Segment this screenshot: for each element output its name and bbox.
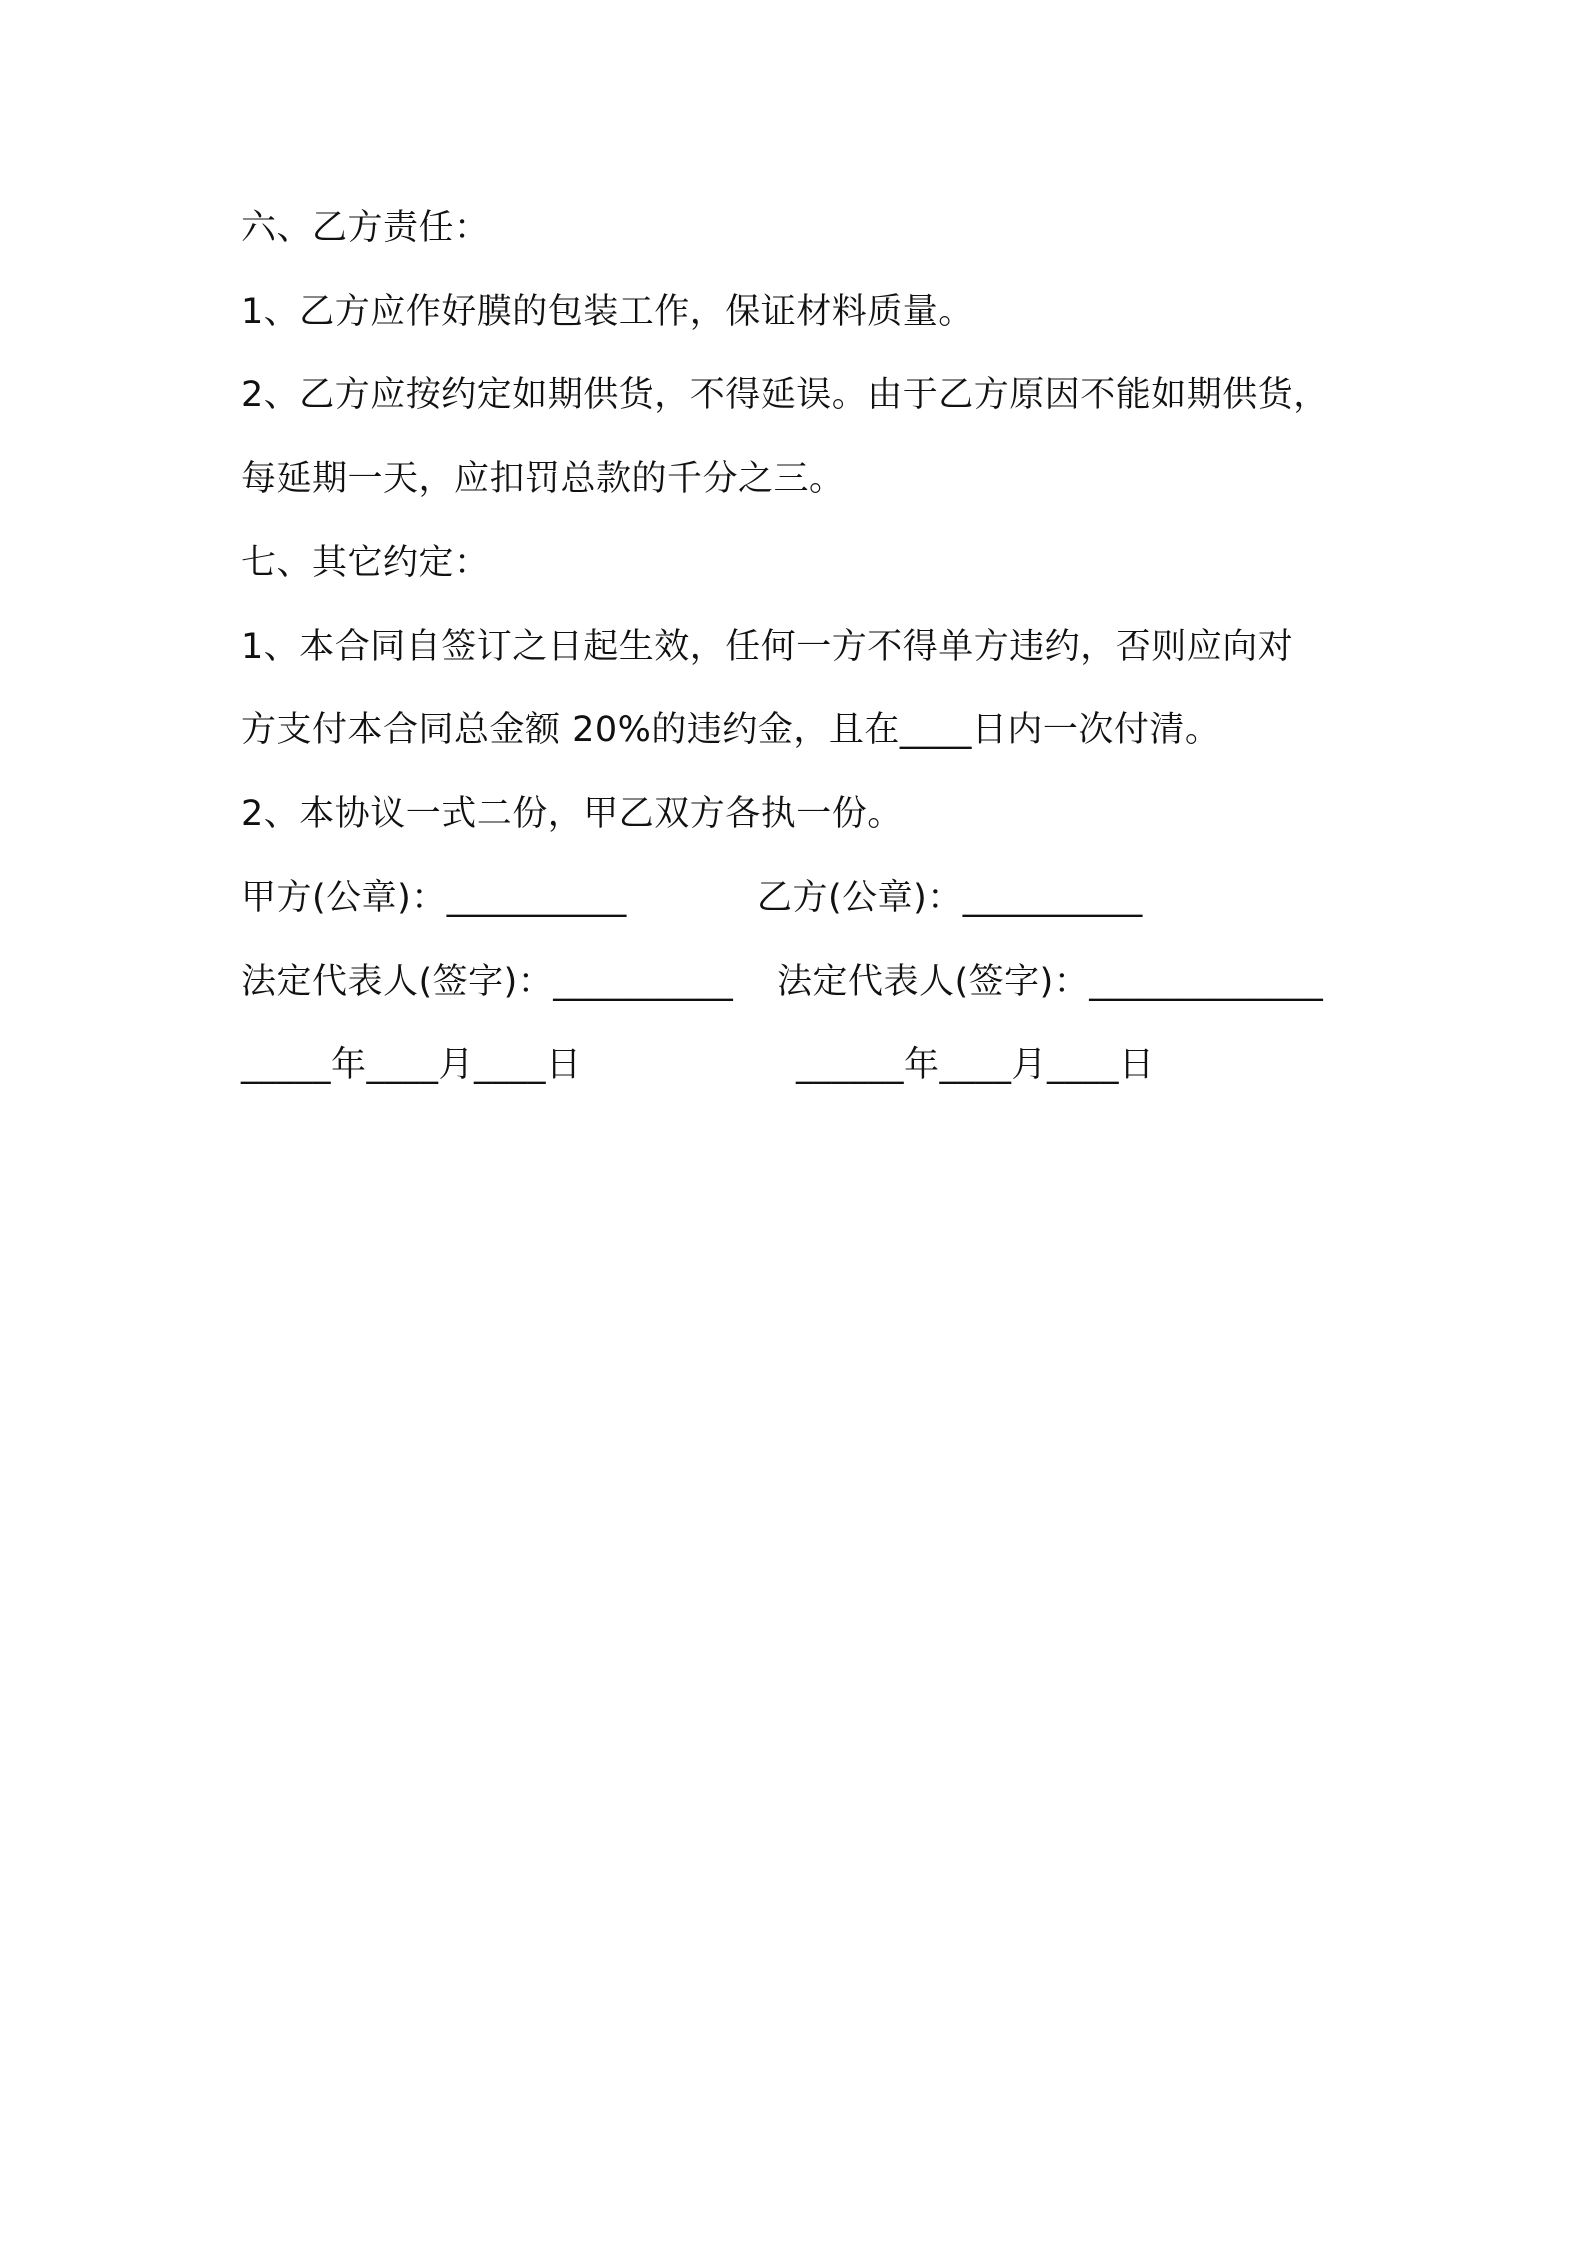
section-6-item-2-line-1: 2、乙方应按约定如期供货，不得延误。由于乙方原因不能如期供货， <box>241 375 1329 415</box>
section-7-item-1-line-1: 1、本合同自签订之日起生效，任何一方不得单方违约，否则应向对 <box>241 627 1294 667</box>
party-a-date-line: _____年____月____日 <box>241 1045 582 1085</box>
section-7-item-1-line-2: 方支付本合同总金额 20%的违约金，且在____日内一次付清。 <box>241 710 1221 750</box>
section-6-item-1: 1、乙方应作好膜的包装工作，保证材料质量。 <box>241 292 974 332</box>
party-b-date-line: ______年____月____日 <box>796 1045 1155 1085</box>
party-b-seal-line: 乙方(公章)：__________ <box>757 878 1143 918</box>
section-7-heading: 七、其它约定： <box>241 543 490 583</box>
section-6-item-2-line-2: 每延期一天，应扣罚总款的千分之三。 <box>241 459 845 499</box>
party-a-seal-line: 甲方(公章)：__________ <box>241 878 627 918</box>
section-7-item-2: 2、本协议一式二份，甲乙双方各执一份。 <box>241 794 903 834</box>
party-b-representative-line: 法定代表人(签字)：_____________ <box>777 962 1324 1002</box>
party-a-representative-line: 法定代表人(签字)：__________ <box>241 962 734 1002</box>
section-6-heading: 六、乙方责任： <box>241 208 490 248</box>
